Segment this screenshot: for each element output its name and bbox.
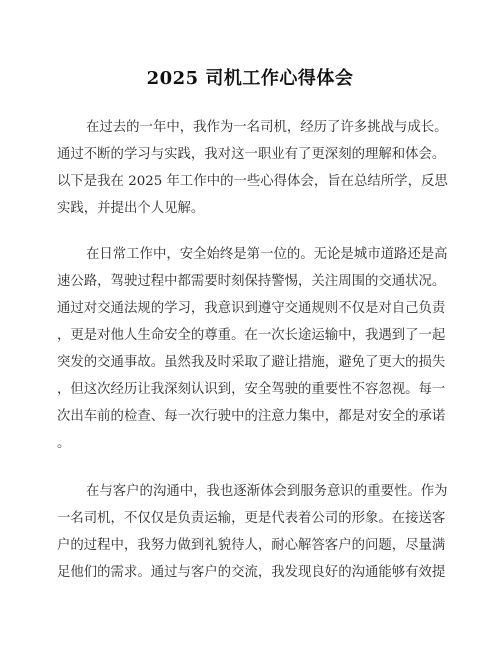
paragraph-line: 一名司机，不仅仅是负责运输，更是代表着公司的形象。在接送客 <box>57 511 446 526</box>
paragraph-line: ，更是对他人生命安全的尊重。在一次长途运输中，我遇到了一起 <box>57 328 446 343</box>
paragraph-line: 实践，并提出个人见解。 <box>57 201 205 216</box>
paragraph-line: 在过去的一年中，我作为一名司机，经历了许多挑战与成长。 <box>86 120 448 135</box>
paragraph-line: 足他们的需求。通过与客户的交流，我发现良好的沟通能够有效提 <box>57 565 446 580</box>
paragraph-line: 通过对交通法规的学习，我意识到遵守交通规则不仅是对自己负责 <box>57 301 446 316</box>
paragraph-line: 在日常工作中，安全始终是第一位的。无论是城市道路还是高 <box>86 247 448 262</box>
paragraph-line: 突发的交通事故。虽然我及时采取了避让措施，避免了更大的损失 <box>57 355 446 370</box>
paragraph-2 <box>57 241 449 457</box>
paragraph-line: 速公路，驾驶过程中都需要时刻保持警惕，关注周围的交通状况。 <box>57 274 446 289</box>
paragraph-line: 通过不断的学习与实践，我对这一职业有了更深刻的理解和体会。 <box>57 147 446 162</box>
paragraph-3 <box>57 478 449 586</box>
paragraph-line: 户的过程中，我努力做到礼貌待人，耐心解答客户的问题，尽量满 <box>57 538 446 553</box>
paragraph-line: 次出车前的检查、每一次行驶中的注意力集中，都是对安全的承诺 <box>57 409 446 424</box>
paragraph-line: ，但这次经历让我深刻认识到，安全驾驶的重要性不容忽视。每一 <box>57 382 446 397</box>
paragraph-line: 在与客户的沟通中，我也逐渐体会到服务意识的重要性。作为 <box>86 484 448 499</box>
paragraph-line: 。 <box>57 436 71 451</box>
document-title: 2025 司机工作心得体会 <box>146 68 354 89</box>
paragraph-1 <box>57 114 449 222</box>
paragraph-line: 以下是我在 2025 年工作中的一些心得体会，旨在总结所学，反思 <box>57 174 448 189</box>
